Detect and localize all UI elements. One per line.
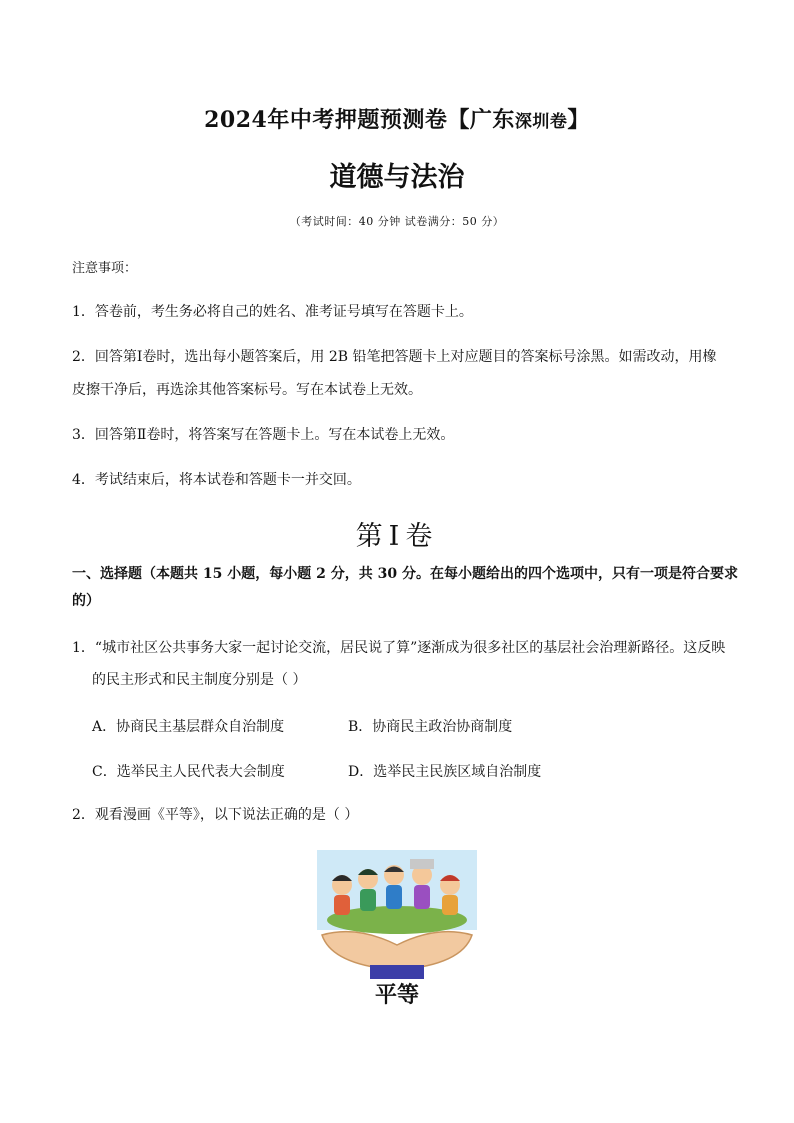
- section-title-text: 第Ⅰ卷: [355, 521, 439, 552]
- question-1-option-c: C．选举民主人民代表大会制度: [92, 764, 285, 780]
- exam-title: [0, 103, 794, 134]
- figure-caption: 平等: [374, 983, 419, 1008]
- question-1-stem: 1．“城市社区公共事务大家一起讨论交流，居民说了算”逐渐成为很多社区的基层社会治理新路径。这反映: [72, 640, 726, 656]
- question-1-stem-cont: 的民主形式和民主制度分别是（ ）: [92, 672, 307, 688]
- subject-title: 道德与法治: [329, 162, 465, 193]
- note-item-4: 4．考试结束后，将本试卷和答题卡一并交回。: [72, 472, 361, 488]
- cartoon-hands: [322, 932, 472, 970]
- question-1-option-d: D．选举民主民族区域自治制度: [348, 764, 542, 780]
- cartoon-sleeves: [370, 965, 424, 979]
- exam-title-end: 】: [567, 107, 590, 133]
- question-2-stem: 2．观看漫画《平等》，以下说法正确的是（ ）: [72, 807, 359, 823]
- exam-info: （考试时间：40 分钟 试卷满分：50 分）: [289, 215, 505, 228]
- question-1-option-a: A．协商民主基层群众自治制度: [92, 719, 285, 735]
- section-instruction: 一、选择题（本题共 15 小题，每小题 2 分，共 30 分。在每小题给出的四个选项中，只有一项是符合要求: [72, 566, 738, 582]
- section-instruction-cont: 的）: [72, 593, 100, 609]
- note-item-3: 3．回答第Ⅱ卷时，将答案写在答题卡上。写在本试卷上无效。: [72, 427, 455, 443]
- note-item-2: 2．回答第Ⅰ卷时，选出每小题答案后，用 2B 铅笔把答题卡上对应题目的答案标号涂黑。如需改动，用橡: [72, 349, 717, 365]
- exam-title-region: 深圳卷: [514, 112, 568, 132]
- section-title: [0, 514, 794, 553]
- note-item-1: 1．答卷前，考生务必将自己的姓名、准考证号填写在答题卡上。: [72, 304, 473, 320]
- exam-title-main: 2024年中考押题预测卷【广东: [204, 107, 515, 133]
- note-item-2-cont: 皮擦干净后，再选涂其他答案标号。写在本试卷上无效。: [72, 382, 422, 398]
- notes-heading: 注意事项：: [72, 261, 138, 276]
- question-1-option-b: B．协商民主政治协商制度: [348, 719, 513, 735]
